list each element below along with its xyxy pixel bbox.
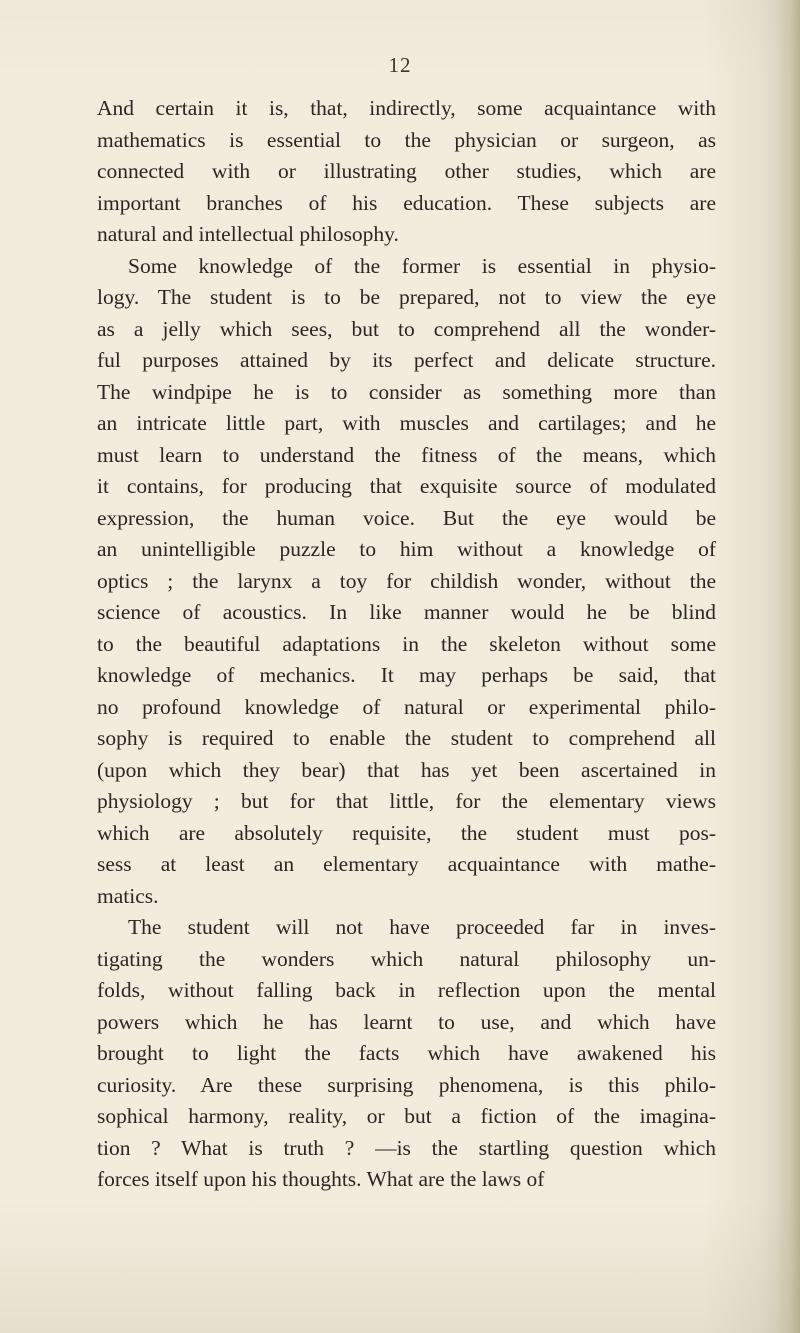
text-line: tion ? What is truth ? —is the startling question which bbox=[97, 1135, 716, 1160]
text-line: natural and intellectual philosophy. bbox=[97, 222, 399, 246]
text-line: The windpipe he is to consider as something more than bbox=[97, 379, 716, 404]
text-line: (upon which they bear) that has yet been ascertained in bbox=[97, 757, 716, 782]
text-line: matics. bbox=[97, 883, 159, 908]
page-number: 12 bbox=[388, 53, 412, 77]
text-line: it contains, for producing that exquisite source of modulated bbox=[97, 474, 716, 498]
text-line: connected with or illustrating other studies, which are bbox=[97, 159, 716, 183]
body-text bbox=[97, 93, 716, 1196]
text-line: logy. The student is to be prepared, not to view the eye bbox=[97, 285, 716, 309]
text-line: optics ; the larynx a toy for childish wonder, without the bbox=[97, 568, 716, 593]
text-line: tigating the wonders which natural philosophy un- bbox=[97, 946, 716, 971]
text-line: mathematics is essential to the physician or surgeon, as bbox=[97, 127, 716, 152]
text-line: curiosity. Are these surprising phenomena, is this philo- bbox=[97, 1072, 716, 1097]
text-line: must learn to understand the fitness of the means, which bbox=[97, 442, 716, 467]
text-line: physiology ; but for that little, for the elementary views bbox=[97, 789, 716, 813]
text-line: as a jelly which sees, but to comprehend all the wonder- bbox=[97, 316, 716, 341]
text-line: sophical harmony, reality, or but a fiction of the imagina- bbox=[97, 1104, 716, 1128]
text-line: knowledge of mechanics. It may perhaps be said, that bbox=[97, 663, 716, 687]
text-line: important branches of his education. These subjects are bbox=[97, 190, 716, 215]
text-line: folds, without falling back in reflection upon the mental bbox=[97, 978, 716, 1002]
text-line: no profound knowledge of natural or experimental philo- bbox=[97, 694, 716, 719]
text-line: which are absolutely requisite, the student must pos- bbox=[97, 820, 716, 845]
text-line: an unintelligible puzzle to him without a knowledge of bbox=[97, 537, 716, 561]
text-line: forces itself upon his thoughts. What are the laws of bbox=[97, 1167, 545, 1191]
text-line: powers which he has learnt to use, and which have bbox=[97, 1009, 716, 1034]
text-line: sophy is required to enable the student to comprehend all bbox=[97, 726, 716, 750]
text-line: brought to light the facts which have awakened his bbox=[97, 1041, 716, 1065]
text-line: ful purposes attained by its perfect and delicate structure. bbox=[97, 348, 716, 372]
text-line: expression, the human voice. But the eye would be bbox=[97, 505, 716, 530]
text-line: an intricate little part, with muscles and cartilages; and he bbox=[97, 411, 716, 435]
text-line: Some knowledge of the former is essential in physio- bbox=[128, 253, 716, 278]
text-line: science of acoustics. In like manner would he be blind bbox=[97, 600, 716, 624]
text-line: sess at least an elementary acquaintance with mathe- bbox=[97, 852, 716, 876]
page-edge-shadow bbox=[776, 0, 800, 1333]
text-line: to the beautiful adaptations in the skeleton without some bbox=[97, 631, 716, 656]
text-line: And certain it is, that, indirectly, some acquaintance with bbox=[97, 96, 716, 120]
text-line: The student will not have proceeded far in inves- bbox=[128, 915, 716, 939]
